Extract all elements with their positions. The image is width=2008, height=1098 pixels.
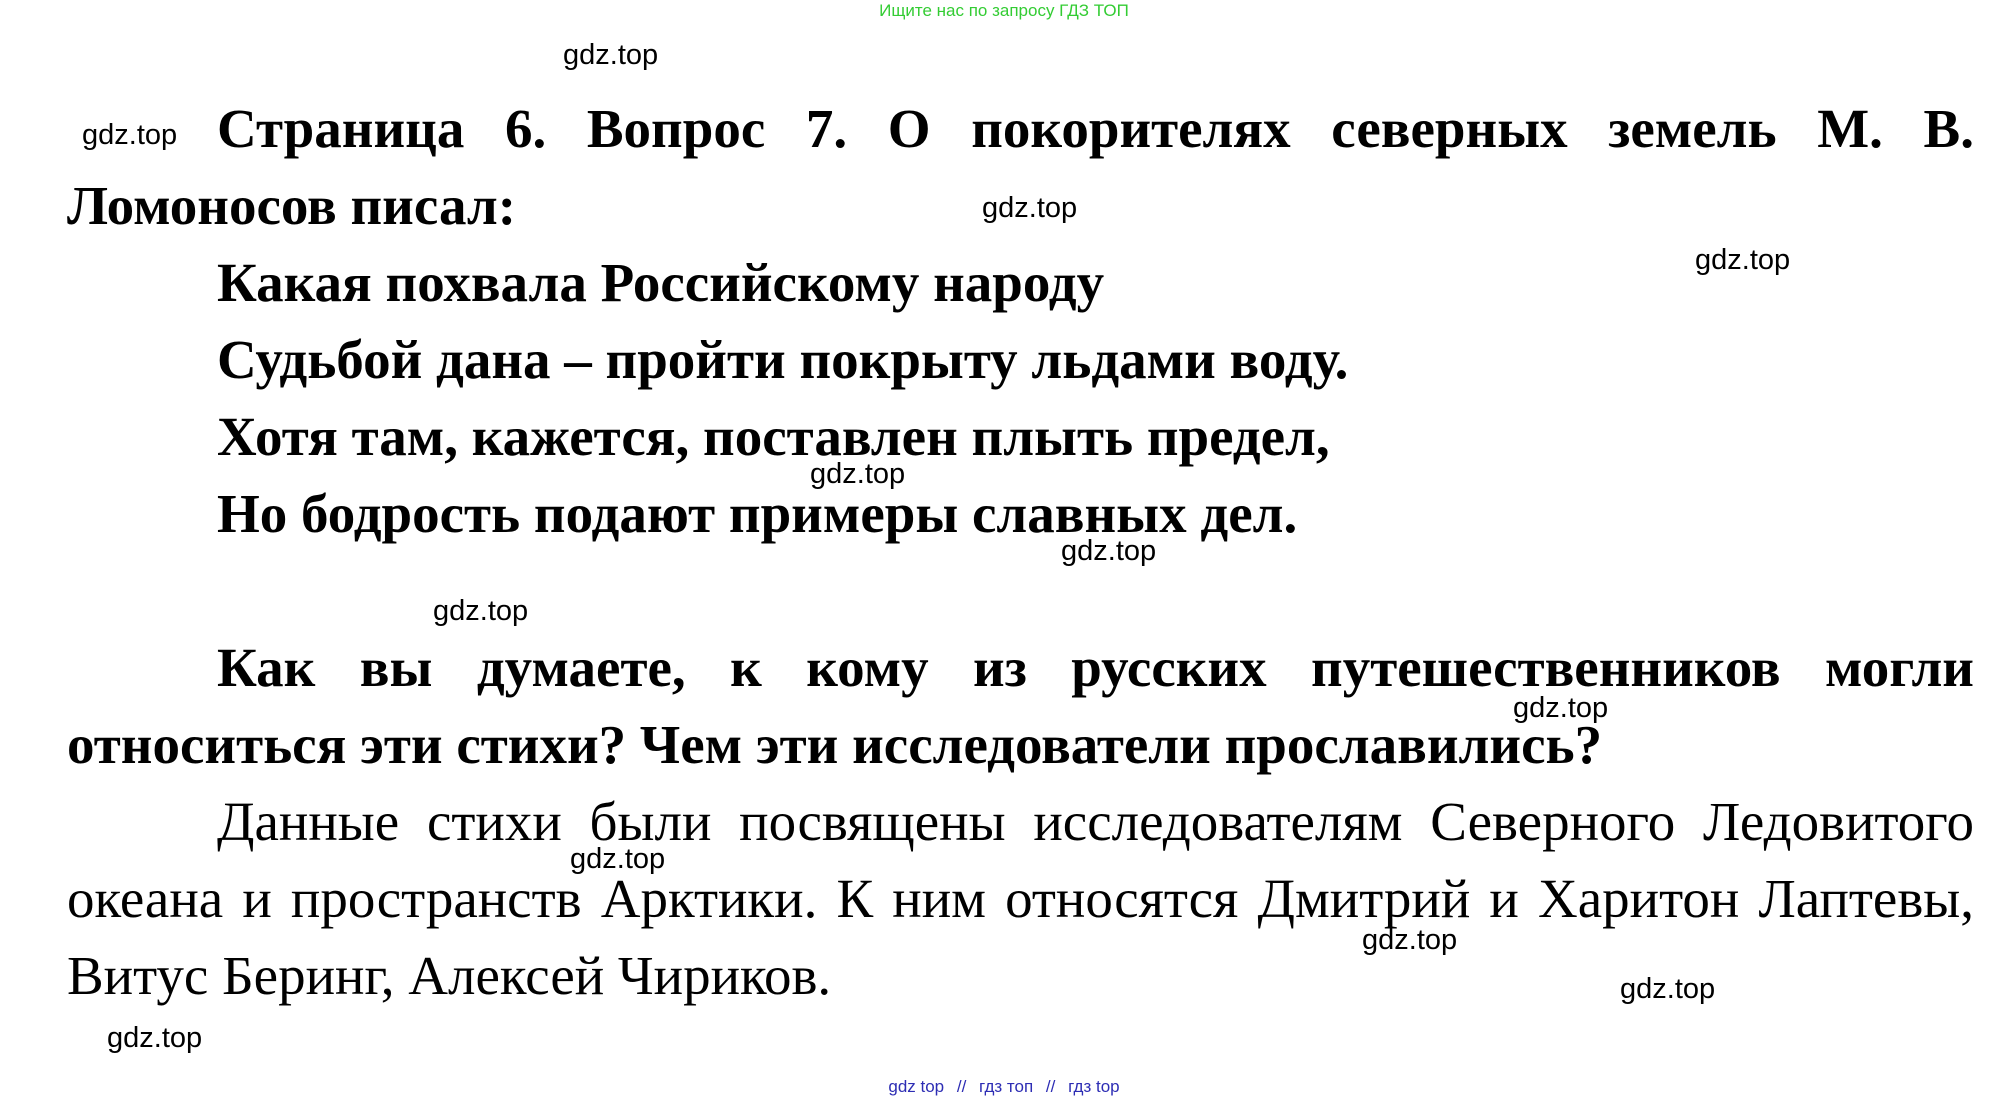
watermark: gdz.top [1513, 692, 1609, 724]
footer-link[interactable]: гдз top [1068, 1077, 1120, 1096]
footer-separator: // [1045, 1077, 1056, 1096]
top-banner: Ищите нас по запросу ГДЗ ТОП [879, 1, 1129, 20]
watermark: gdz.top [982, 192, 1078, 224]
watermark: gdz.top [433, 595, 529, 627]
watermark: gdz.top [107, 1022, 203, 1054]
watermark: gdz.top [82, 119, 178, 151]
footer [0, 1077, 2008, 1097]
document-body [67, 90, 1974, 1014]
poem-verse [217, 244, 1974, 552]
watermark: gdz.top [1362, 924, 1458, 956]
footer-link[interactable]: гдз топ [979, 1077, 1034, 1096]
watermark: gdz.top [1695, 244, 1791, 276]
watermark: gdz.top [1620, 973, 1716, 1005]
watermark: gdz.top [1061, 535, 1157, 567]
verse-line: Но бодрость подают примеры славных дел. [217, 483, 1298, 544]
footer-separator: // [956, 1077, 967, 1096]
answer-text: Данные стихи были посвящены исследователям Северного Ледовитого океана и пространств Арктики. К ним относятся Дмитрий и Харитон Лаптевы, Витус Беринг, Алексей Чириков. [67, 791, 1974, 1006]
question-intro: Страница 6. Вопрос 7. О покорителях северных земель М. В. Ломоносов писал: [67, 98, 1974, 236]
footer-link[interactable]: gdz top [888, 1077, 945, 1096]
spacer [67, 552, 1974, 629]
verse-line: Хотя там, кажется, поставлен плыть предел, [217, 406, 1330, 467]
watermark: gdz.top [563, 39, 659, 71]
verse-line: Судьбой дана – пройти покрыту льдами воду. [217, 329, 1349, 390]
watermark: gdz.top [570, 843, 666, 875]
verse-line: Какая похвала Российскому народу [217, 252, 1105, 313]
question-text: Как вы думаете, к кому из русских путешественников могли относиться эти стихи? Чем эти исследователи прославились? [67, 637, 1974, 775]
watermark: gdz.top [810, 458, 906, 490]
